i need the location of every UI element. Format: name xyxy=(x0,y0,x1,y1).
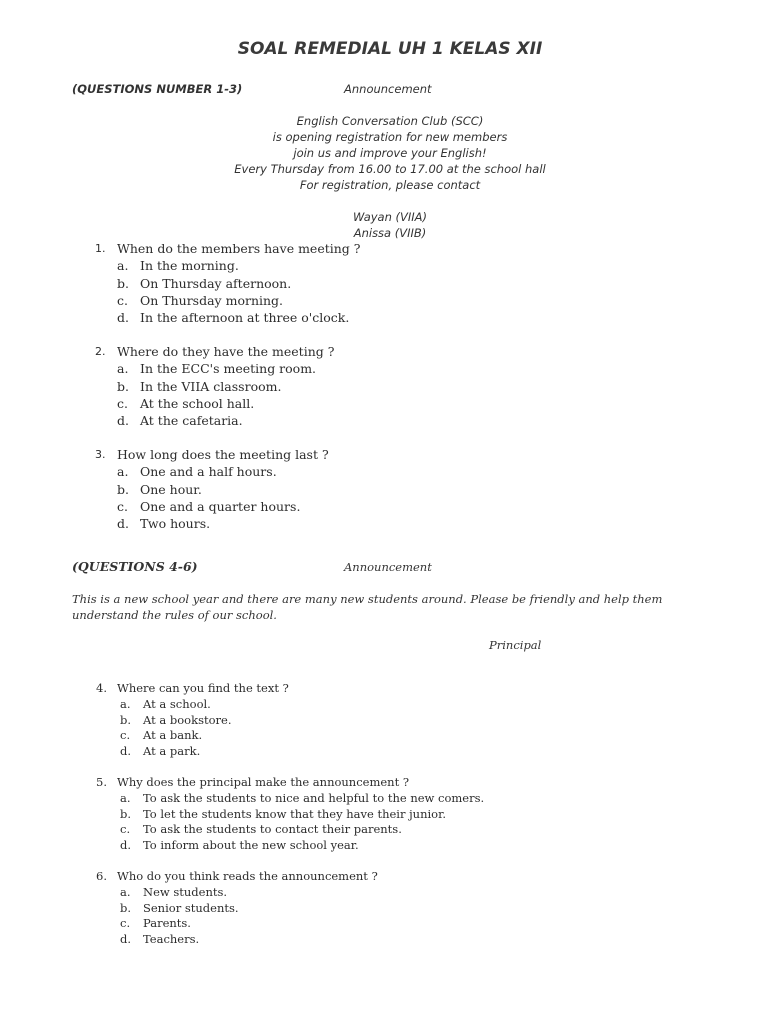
question-text: When do the members have meeting ? xyxy=(117,241,361,256)
question-text: How long does the meeting last ? xyxy=(117,447,329,462)
announcement-line: For registration, please contact xyxy=(299,178,481,192)
question-number: 4. xyxy=(96,681,107,695)
option-text: To inform about the new school year. xyxy=(143,838,359,852)
question-text: Who do you think reads the announcement ? xyxy=(117,869,378,883)
option-text: Teachers. xyxy=(143,932,200,946)
section-2-header: (QUESTIONS 4-6) xyxy=(72,559,198,574)
option-text: At a bookstore. xyxy=(143,712,232,727)
option-letter: a. xyxy=(120,696,131,711)
option-letter: c. xyxy=(120,728,131,743)
option-text: At a school. xyxy=(143,696,211,711)
option-letter: d. xyxy=(120,932,132,946)
question-number: 2. xyxy=(95,345,106,358)
page-title: SOAL REMEDIAL UH 1 KELAS XII xyxy=(237,39,543,59)
option-letter: a. xyxy=(120,790,131,805)
option-letter: a. xyxy=(120,884,131,899)
announcement-line: is opening registration for new members xyxy=(272,130,508,144)
option-letter: a. xyxy=(117,361,129,377)
option-letter: d. xyxy=(120,744,132,758)
option-text: In the morning. xyxy=(140,258,239,274)
announcement-line: English Conversation Club (SCC) xyxy=(296,114,484,128)
option-text: At the school hall. xyxy=(140,395,255,411)
option-letter: d. xyxy=(117,413,129,428)
option-text: At a bank. xyxy=(143,728,203,743)
option-text: At the cafetaria. xyxy=(140,413,243,428)
option-letter: d. xyxy=(120,838,132,852)
question-number: 1. xyxy=(95,242,106,255)
question-text: Where can you find the text ? xyxy=(117,681,289,695)
contact-line: Wayan (VIIA) xyxy=(352,210,428,224)
option-text: One hour. xyxy=(140,481,202,497)
option-letter: a. xyxy=(117,464,129,480)
option-letter: d. xyxy=(117,516,129,531)
option-letter: c. xyxy=(120,822,131,837)
option-letter: b. xyxy=(117,275,129,291)
option-letter: b. xyxy=(117,378,129,394)
contact-line: Anissa (VIIB) xyxy=(353,226,427,240)
option-letter: b. xyxy=(120,712,132,727)
announcement-line: Every Thursday from 16.00 to 17.00 at the school hall xyxy=(234,162,546,176)
option-text: One and a half hours. xyxy=(140,464,277,480)
question-text: Why does the principal make the announcement ? xyxy=(117,775,410,789)
question-number: 6. xyxy=(96,869,107,883)
option-letter: c. xyxy=(117,292,128,308)
option-text: One and a quarter hours. xyxy=(140,498,301,514)
option-text: To let the students know that they have their junior. xyxy=(143,806,446,821)
option-text: In the afternoon at three o'clock. xyxy=(140,310,350,325)
option-letter: a. xyxy=(117,258,129,274)
question-number: 5. xyxy=(96,775,107,789)
option-text: Senior students. xyxy=(143,900,239,915)
option-letter: d. xyxy=(117,310,129,325)
option-letter: b. xyxy=(120,900,132,915)
option-letter: c. xyxy=(117,395,128,411)
section-2-label: Announcement xyxy=(344,560,432,574)
option-letter: b. xyxy=(120,806,132,821)
option-text: New students. xyxy=(143,884,228,899)
option-text: On Thursday afternoon. xyxy=(140,275,292,291)
option-text: Two hours. xyxy=(140,516,211,531)
option-letter: c. xyxy=(117,498,128,514)
option-text: At a park. xyxy=(143,744,201,758)
question-number: 3. xyxy=(95,448,106,461)
option-text: In the VIIA classroom. xyxy=(140,378,282,394)
option-text: To ask the students to nice and helpful to the new comers. xyxy=(143,790,485,805)
announcement-paragraph: This is a new school year and there are many new students around. Please be friendly and help them understand the rules of our school. xyxy=(72,592,663,622)
option-letter: b. xyxy=(117,481,129,497)
question-text: Where do they have the meeting ? xyxy=(117,344,335,359)
option-letter: c. xyxy=(120,916,131,931)
announcement-line: join us and improve your English! xyxy=(293,146,487,160)
option-text: In the ECC's meeting room. xyxy=(140,361,317,377)
signature: Principal xyxy=(489,638,542,652)
option-text: Parents. xyxy=(143,916,191,931)
section-1-label: Announcement xyxy=(344,82,432,96)
option-text: On Thursday morning. xyxy=(140,292,284,308)
section-1-header: (QUESTIONS NUMBER 1-3) xyxy=(72,82,243,96)
option-text: To ask the students to contact their parents. xyxy=(143,822,402,837)
